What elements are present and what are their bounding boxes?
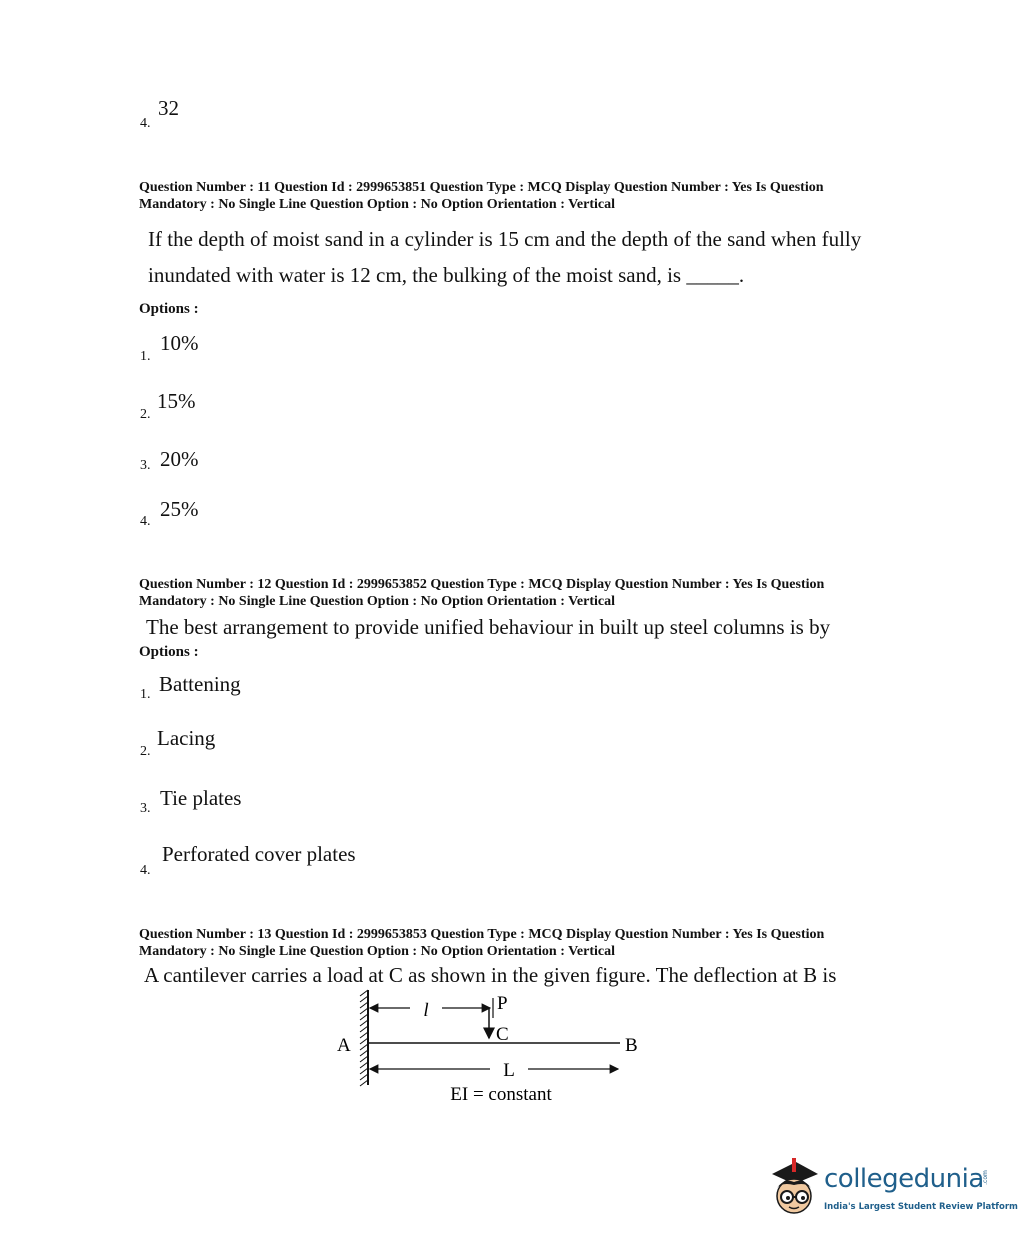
mascot-icon — [762, 1152, 824, 1222]
prev-option-number: 4. — [140, 116, 151, 131]
label-p: P — [497, 993, 508, 1014]
label-l-big: L — [503, 1060, 515, 1081]
q11-option-number-4: 4. — [140, 514, 151, 529]
q11-option-number-1: 1. — [140, 349, 151, 364]
q13-meta-line2: Mandatory : No Single Line Question Option : No Option Orientation : Vertical — [139, 944, 616, 959]
q12-option-number-2: 2. — [140, 744, 151, 759]
q12-option-number-3: 3. — [140, 801, 151, 816]
q11-meta-line2: Mandatory : No Single Line Question Option : No Option Orientation : Vertical — [139, 197, 616, 212]
q13-meta — [139, 926, 879, 960]
label-l-small: l — [423, 1000, 429, 1021]
q11-meta — [139, 179, 879, 213]
logo-suffix: .com — [981, 1170, 989, 1185]
label-a: A — [337, 1035, 351, 1056]
q12-option-text-3[interactable]: Tie plates — [160, 786, 242, 810]
q11-option-text-2[interactable]: 15% — [157, 389, 196, 413]
q13-meta-line1: Question Number : 13 Question Id : 2999653853 Question Type : MCQ Display Question Number : Yes Is Question — [139, 927, 825, 942]
q12-meta — [139, 576, 879, 610]
q11-option-text-3[interactable]: 20% — [160, 447, 199, 471]
q11-options-label: Options : — [139, 301, 199, 317]
q12-option-text-4[interactable]: Perforated cover plates — [162, 842, 356, 866]
q11-option-number-3: 3. — [140, 458, 151, 473]
q13-text: A cantilever carries a load at C as shown in the given figure. The deflection at B is — [144, 963, 837, 987]
cantilever-figure — [330, 988, 650, 1108]
q12-option-text-1[interactable]: Battening — [159, 672, 241, 696]
fixed-support — [360, 990, 368, 1086]
label-b: B — [625, 1035, 638, 1056]
collegedunia-logo[interactable] — [762, 1152, 1018, 1222]
q11-text-line1: If the depth of moist sand in a cylinder is 15 cm and the depth of the sand when fully — [148, 227, 862, 251]
label-ei: EI = constant — [450, 1084, 552, 1105]
q11-text-line2: inundated with water is 12 cm, the bulking of the moist sand, is _____. — [148, 263, 745, 287]
q12-meta-line1: Question Number : 12 Question Id : 2999653852 Question Type : MCQ Display Question Number : Yes Is Question — [139, 577, 825, 592]
q11-option-number-2: 2. — [140, 407, 151, 422]
logo-tagline: India's Largest Student Review Platform — [824, 1202, 1018, 1212]
q12-option-number-4: 4. — [140, 863, 151, 878]
q11-option-text-1[interactable]: 10% — [160, 331, 199, 355]
q11-option-text-4[interactable]: 25% — [160, 497, 199, 521]
q12-meta-line2: Mandatory : No Single Line Question Option : No Option Orientation : Vertical — [139, 594, 616, 609]
q12-option-number-1: 1. — [140, 687, 151, 702]
q11-meta-line1: Question Number : 11 Question Id : 2999653851 Question Type : MCQ Display Question Number : Yes Is Question — [139, 180, 824, 195]
q12-options-label: Options : — [139, 644, 199, 660]
q12-text: The best arrangement to provide unified behaviour in built up steel columns is by — [146, 615, 831, 639]
prev-option-text: 32 — [158, 96, 179, 120]
label-c: C — [496, 1024, 509, 1045]
q12-option-text-2[interactable]: Lacing — [157, 726, 216, 750]
logo-name: collegedunia — [824, 1164, 984, 1194]
